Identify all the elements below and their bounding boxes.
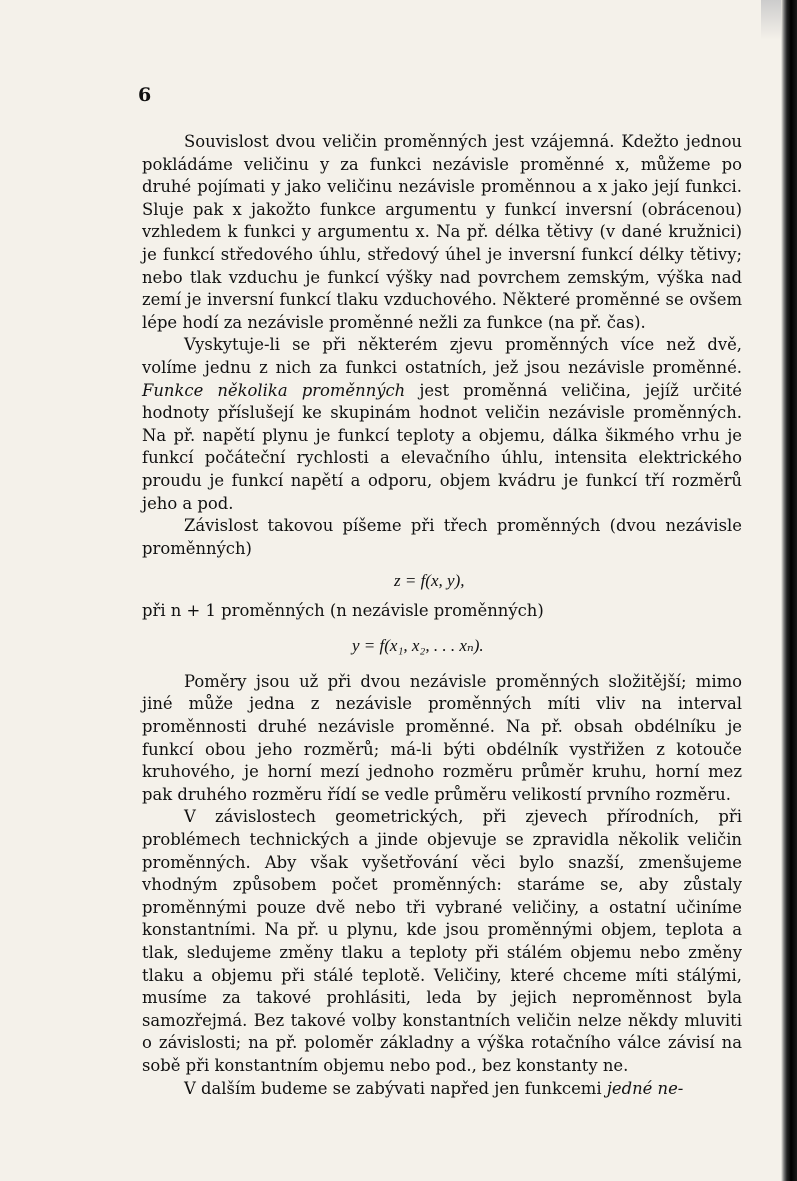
scan-edge-shadow-top xyxy=(761,0,781,40)
paragraph-notation-intro: Závislost takovou píšeme při třech proměnných (dvou nezávisle proměnných) xyxy=(142,516,742,558)
paragraph-constant-reduction: V závislostech geometrických, při zjevech přírodních, při problémech technických a jinde objevuje se zpravidla několik veličin proměnných. Aby však vyšetřování věci bylo snazší, zmenšujeme vhodným způsobem počet proměnných: staráme se, aby zůstaly proměnnými pouze dvě nebo tři vybrané veličiny, a ostatní učiníme konstantními. Na př. u plynu, kde jsou proměnnými objem, teplota a tlak, sledujeme změny tlaku a teploty při stálém objemu nebo změny tlaku a objemu při stálé teplotě. Veličiny, které chceme míti stálými, musíme za takové prohlásiti, leda by jejich neproměnnost byla samozřejmá. Bez takové volby konstantních veličin nelze někdy mluviti o závislosti; na př. poloměr základny a výška rotačního válce závisí na sobě při konstantním objemu nebo pod., bez konstanty ne. xyxy=(142,807,742,1075)
paragraph-text: jest proměnná veličina, jejíž určité hodnoty příslušejí ke skupinám hodnot veličin nezávisle proměnných. Na př. napětí plynu je funkcí teploty a objemu, dálka šikmého vrhu je funkcí počáteční rychlosti a elevačního úhlu, intensita elektrického proudu je funkcí napětí a odporu, objem kvádru je funkcí tří rozměrů jeho a pod. xyxy=(142,380,742,513)
page-body xyxy=(142,131,742,1100)
paragraph-text: Vyskytuje-li se při některém zjevu proměnných více než dvě, volíme jednu z nich za funkci ostatních, jež jsou nezávisle proměnné. xyxy=(142,335,742,377)
paragraph-text: V dalším budeme se zabývati napřed jen funkcemi xyxy=(184,1078,602,1098)
paragraph-inverse-function: Souvislost dvou veličin proměnných jest vzájemná. Kdežto jednou pokládáme veličinu y za funkci nezávisle proměnné x, můžeme po druhé pojímati y jako veličinu nezávisle proměnnou a x jako její funkci. Sluje pak x jakožto funkce argumentu y funkcí inversní (obrácenou) vzhledem k funkci y argumentu x. Na př. délka tětivy (v dané kružnici) je funkcí středového úhlu, středový úhel je inversní funkcí délky tětivy; nebo tlak vzduchu je funkcí výšky nad povrchem zemským, výška nad zemí je inversní funkcí tlaku vzduchového. Některé proměnné se ovšem lépe hodí za nezávisle proměnné nežli za funkce (na př. čas). xyxy=(142,132,742,332)
page-number: 6 xyxy=(138,84,152,106)
formula-two-variables: z = f(x, y), xyxy=(394,571,465,591)
paragraph-complex-relations: Poměry jsou už při dvou nezávisle proměnných složitější; mimo jiné může jedna z nezávisle proměnných míti vliv na interval proměnnosti druhé nezávisle proměnné. Na př. obsah obdélníku je funkcí obou jeho rozměrů; má-li býti obdélník vystřižen z kotouče kruhového, je horní mezí jednoho rozměru průměr kruhu, horní mez pak druhého rozměru řídí se vedle průměru velikostí prvního rozměru. xyxy=(142,671,742,804)
paragraph-n-variables: při n + 1 proměnných (n nezávisle proměnných) xyxy=(142,601,544,621)
paragraph-multivariable-function xyxy=(142,334,742,515)
scan-edge-binding xyxy=(781,0,797,1181)
formula-n-variables: y = f(x₁, x₂, . . . xₙ). xyxy=(352,635,484,655)
emphasis-term: Funkce několika proměnných xyxy=(142,380,406,400)
paragraph-continuation xyxy=(142,1078,742,1101)
emphasis-term: jedné ne- xyxy=(606,1078,684,1098)
